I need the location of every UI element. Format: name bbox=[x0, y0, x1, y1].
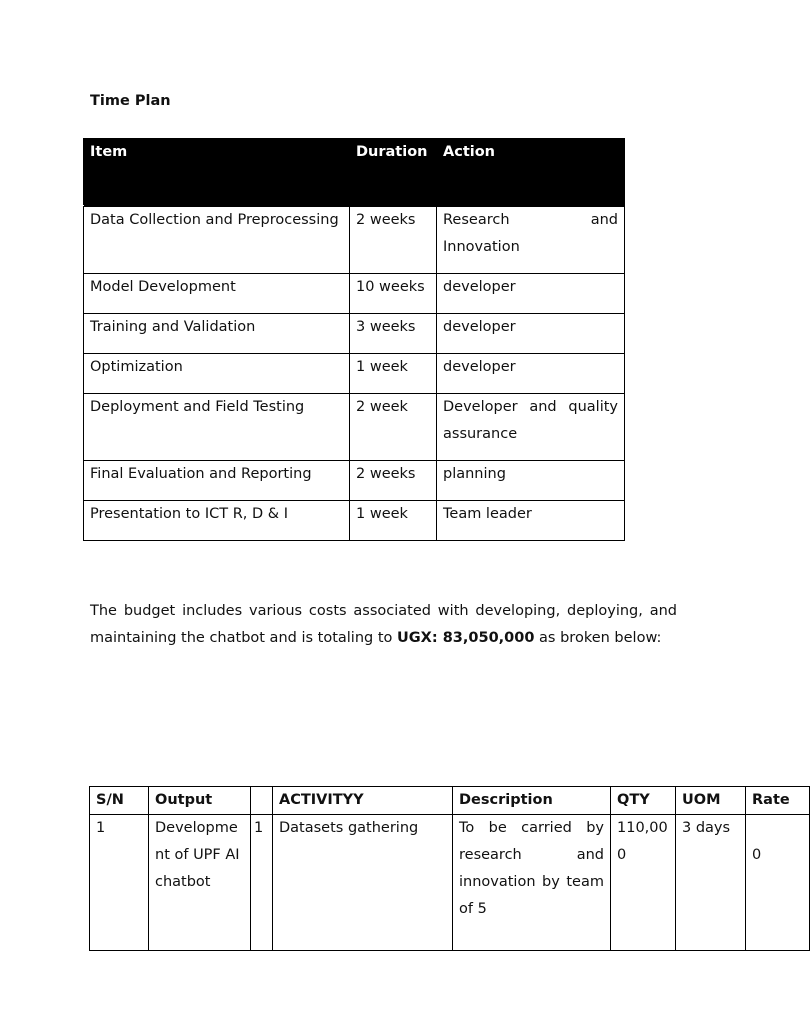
cell-sn: 1 bbox=[90, 815, 149, 951]
budget-intro-paragraph bbox=[90, 598, 677, 652]
header-rate: Rate bbox=[746, 787, 810, 815]
table-header-row bbox=[90, 787, 810, 815]
cell-activity: Datasets gathering bbox=[273, 815, 453, 951]
cell-item: Final Evaluation and Reporting bbox=[84, 461, 350, 501]
header-duration: Duration bbox=[350, 139, 437, 206]
cell-duration: 1 week bbox=[350, 354, 437, 394]
header-item: Item bbox=[84, 139, 350, 206]
cell-description: To be carried by research and innovation by team of 5 bbox=[453, 815, 611, 951]
cell-qty: 110,000 bbox=[611, 815, 676, 951]
cell-item: Training and Validation bbox=[84, 314, 350, 354]
cell-action: Team leader bbox=[437, 501, 625, 541]
cell-item: Optimization bbox=[84, 354, 350, 394]
cell-action: planning bbox=[437, 461, 625, 501]
header-uom: UOM bbox=[676, 787, 746, 815]
cell-num: 1 bbox=[251, 815, 273, 951]
cell-rate: 0 bbox=[746, 815, 810, 951]
cell-action: developer bbox=[437, 274, 625, 314]
cell-duration: 2 weeks bbox=[350, 461, 437, 501]
cell-duration: 2 weeks bbox=[350, 206, 437, 274]
table-row bbox=[84, 354, 625, 394]
cell-action: Research and Innovation bbox=[437, 206, 625, 274]
time-plan-heading: Time Plan bbox=[90, 93, 171, 109]
cell-action: developer bbox=[437, 314, 625, 354]
header-activity: ACTIVITYY bbox=[273, 787, 453, 815]
cell-duration: 10 weeks bbox=[350, 274, 437, 314]
cell-duration: 3 weeks bbox=[350, 314, 437, 354]
table-row bbox=[84, 274, 625, 314]
cell-duration: 1 week bbox=[350, 501, 437, 541]
cell-item: Model Development bbox=[84, 274, 350, 314]
header-blank bbox=[251, 787, 273, 815]
cell-duration: 2 week bbox=[350, 394, 437, 461]
header-sn: S/N bbox=[90, 787, 149, 815]
table-row bbox=[84, 206, 625, 274]
table-row bbox=[90, 815, 810, 951]
budget-table bbox=[89, 786, 810, 951]
cell-item: Data Collection and Preprocessing bbox=[84, 206, 350, 274]
cell-output: Development of UPF AI chatbot bbox=[149, 815, 251, 951]
header-description: Description bbox=[453, 787, 611, 815]
table-row bbox=[84, 501, 625, 541]
time-plan-table bbox=[83, 138, 625, 541]
cell-action: developer bbox=[437, 354, 625, 394]
budget-intro-tail: as broken below: bbox=[534, 630, 662, 646]
cell-action: Developer and quality assurance bbox=[437, 394, 625, 461]
budget-intro-text: The budget includes various costs associated with developing, deploying, and maintaining the chatbot and is totaling to bbox=[90, 603, 677, 646]
table-row bbox=[84, 394, 625, 461]
header-qty: QTY bbox=[611, 787, 676, 815]
header-action: Action bbox=[437, 139, 625, 206]
table-row bbox=[84, 461, 625, 501]
budget-total: UGX: 83,050,000 bbox=[397, 630, 535, 646]
table-header-row bbox=[84, 139, 625, 206]
table-row bbox=[84, 314, 625, 354]
cell-item: Deployment and Field Testing bbox=[84, 394, 350, 461]
cell-item: Presentation to ICT R, D & I bbox=[84, 501, 350, 541]
header-output: Output bbox=[149, 787, 251, 815]
cell-uom: 3 days bbox=[676, 815, 746, 951]
